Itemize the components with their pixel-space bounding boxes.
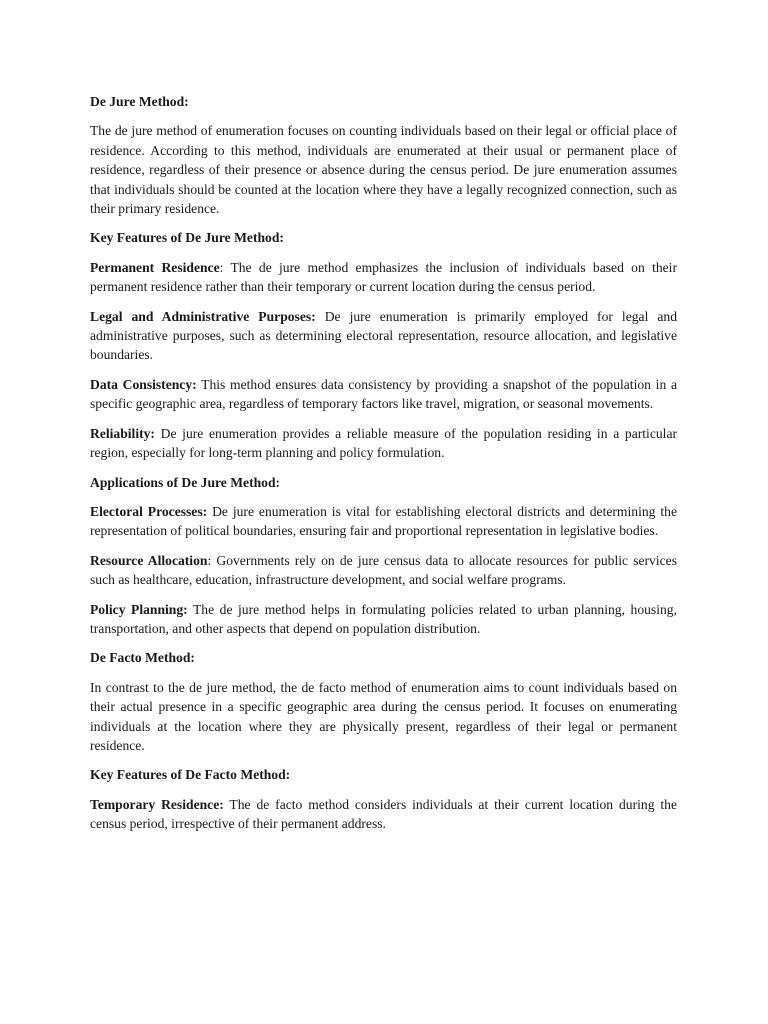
section-heading-de-facto: De Facto Method: [90, 650, 195, 666]
term-label: Reliability: [90, 425, 155, 441]
paragraph-electoral-processes [90, 502, 677, 541]
paragraph-de-jure-intro: The de jure method of enumeration focuses on counting individuals based on their legal or official place of residence. According to this method, individuals are enumerated at their usual or permanent place of residence, regardless of their presence or absence during the census period. De jure enumeration assumes that individuals should be counted at the location where they have a legally recognized connection, such as their primary residence. [90, 123, 677, 217]
term-label: Permanent Residence [90, 259, 220, 275]
paragraph-data-consistency [90, 375, 677, 414]
term-description: : Governments rely on de jure census data to allocate resources for public services such as healthcare, education, infrastructure development, and social welfare programs. [90, 552, 677, 588]
paragraph-policy-planning [90, 600, 677, 639]
term-label: Electoral Processes: [90, 503, 208, 519]
term-label: Policy Planning: [90, 601, 188, 617]
term-label: Data Consistency: [90, 376, 197, 392]
paragraph-resource-allocation [90, 551, 677, 590]
term-description: : The de jure method emphasizes the inclusion of individuals based on their permanent residence rather than their temporary or current location during the census period. [90, 259, 677, 295]
term-description: The de facto method considers individuals at their current location during the census period, irrespective of their permanent address. [90, 796, 677, 832]
document-page [90, 92, 677, 844]
term-description: De jure enumeration provides a reliable measure of the population residing in a particular region, especially for long-term planning and policy formulation. [90, 425, 677, 461]
paragraph-legal-administrative [90, 307, 677, 365]
term-label: Resource Allocation [90, 552, 208, 568]
term-label: Temporary Residence: [90, 796, 224, 812]
term-description: The de jure method helps in formulating policies related to urban planning, housing, transportation, and other aspects that depend on population distribution. [90, 601, 677, 636]
term-label: Legal and Administrative Purposes: [90, 308, 316, 324]
term-description: De jure enumeration is vital for establishing electoral districts and determining the representation of political boundaries, ensuring fair and proportional representation in legislative bodies. [90, 503, 677, 539]
section-heading-de-jure: De Jure Method: [90, 94, 189, 109]
paragraph-reliability [90, 424, 677, 463]
section-heading-key-features-de-facto: Key Features of De Facto Method: [90, 767, 291, 783]
term-description: This method ensures data consistency by providing a snapshot of the population in a specific geographic area, regardless of temporary factors like travel, migration, or seasonal movements. [90, 376, 677, 412]
paragraph-de-facto-intro: In contrast to the de jure method, the de facto method of enumeration aims to count individuals based on their actual presence in a specific geographic area during the census period. It focuses on enumerating individuals at the location where they are physically present, regardless of their legal or permanent residence. [90, 679, 677, 753]
paragraph-temporary-residence [90, 795, 677, 834]
term-description: De jure enumeration is primarily employed for legal and administrative purposes, such as determining electoral representation, resource allocation, and legislative boundaries. [90, 308, 677, 363]
section-heading-applications-de-jure: Applications of De Jure Method: [90, 474, 281, 490]
paragraph-permanent-residence [90, 258, 677, 297]
section-heading-key-features-de-jure: Key Features of De Jure Method: [90, 230, 284, 246]
